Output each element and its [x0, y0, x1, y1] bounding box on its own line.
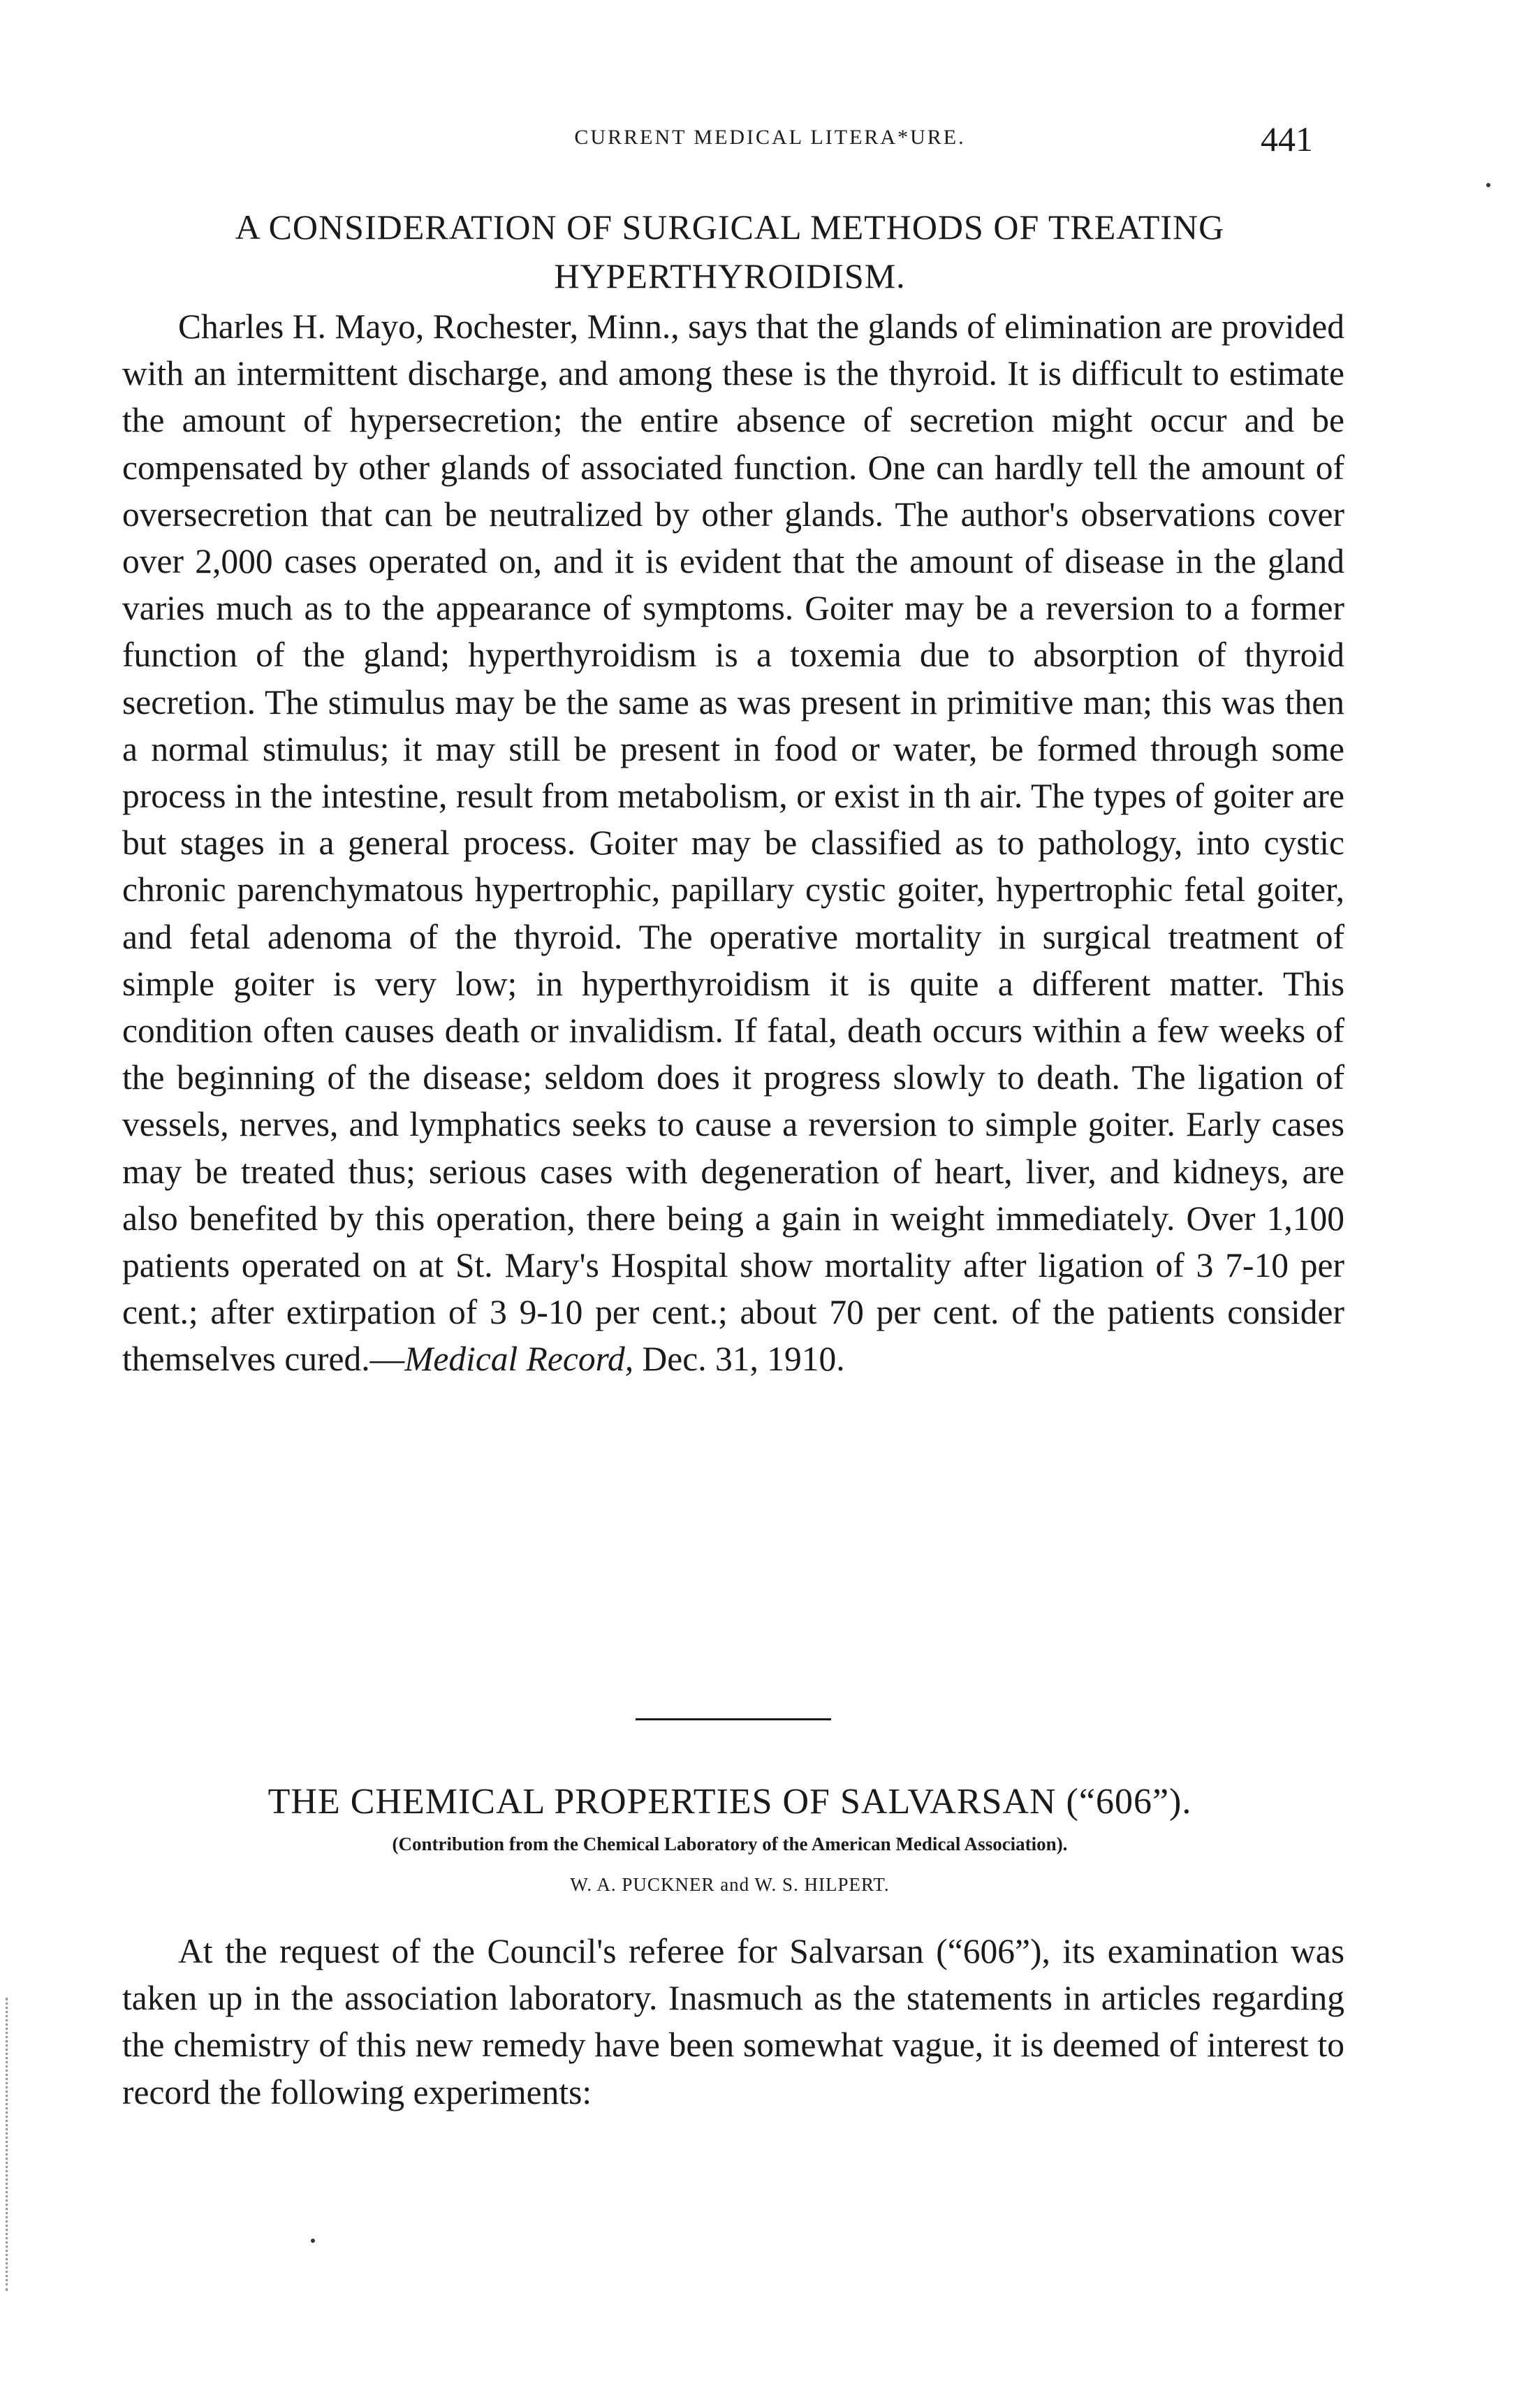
page-number: 441	[1261, 119, 1313, 159]
article-2-body	[122, 1928, 1344, 2116]
stray-mark	[1486, 183, 1490, 187]
article-1-title	[112, 203, 1348, 300]
section-divider	[636, 1718, 831, 1720]
article-2-subtitle: (Contribution from the Chemical Laboratory of the American Medical Association).	[392, 1834, 1068, 1854]
article-1-body	[122, 303, 1344, 1383]
running-head	[0, 119, 1540, 161]
edge-marks	[6, 1998, 10, 2291]
running-head-title: CURRENT MEDICAL LITERA*URE.	[574, 126, 966, 149]
article-2-title: THE CHEMICAL PROPERTIES OF SALVARSAN (“606”).	[267, 1782, 1192, 1822]
article-1-body-text: Charles H. Mayo, Rochester, Minn., says that the glands of elimination are provided with an intermittent discharge, and among these is the thyroid. It is difficult to estimate the amount of hypersecretion; the entire absence of secretion might occur and be compensated by other glands of associated function. One can hardly tell the amount of oversecretion that can be neutralized by other glands. The author's observations cover over 2,000 cases operated on, and it is evident that the amount of disease in the gland varies much as to the appearance of symptoms. Goiter may be a reversion to a former function of the gland; hyperthyroidism is a toxemia due to absorption of thyroid secretion. The stimulus may be the same as was present in primitive man; this was then a normal stimulus; it may still be present in food or water, be formed through some process in the intestine, result from metabolism, or exist in th air. The types of goiter are but stages in a general process. Goiter may be classified as to pathology, into cystic chronic parenchymatous hypertrophic, papillary cystic goiter, hypertrophic fetal goiter, and fetal adenoma of the thyroid. The operative mortality in surgical treatment of simple goiter is very low; in hyperthyroidism it is quite a different matter. This condition often causes death or invalidism. If fatal, death occurs within a few weeks of the beginning of the disease; seldom does it progress slowly to death. The ligation of vessels, nerves, and lymphatics seeks to cause a reversion to simple goiter. Early cases may be treated thus; serious cases with degeneration of heart, liver, and kidneys, are also benefited by this operation, there being a gain in weight immediately. Over 1,100 patients operated on at St. Mary's Hospital show mortality after ligation of 3 7-10 per cent.; after extirpation of 3 9-10 per cent.; about 70 per cent. of the patients consider themselves cured.—	[122, 307, 1344, 1379]
article-1-title-line-1: A CONSIDERATION OF SURGICAL METHODS OF TREATING	[235, 207, 1225, 247]
stray-mark	[311, 2239, 315, 2243]
article-1-title-line-2: HYPERTHYROIDISM.	[554, 256, 906, 295]
article-1-source-date: Dec. 31, 1910.	[633, 1340, 845, 1379]
article-2-body-text: At the request of the Council's referee for Salvarsan (“606”), its examination was taken up in the association laboratory. Inasmuch as the statements in articles regarding the chemistry of this new remedy have been somewhat vague, it is deemed of interest to record the following experiments:	[122, 1932, 1344, 2111]
article-2-authors: W. A. PUCKNER and W. S. HILPERT.	[570, 1874, 890, 1895]
article-1-source: Medical Record,	[404, 1340, 634, 1379]
